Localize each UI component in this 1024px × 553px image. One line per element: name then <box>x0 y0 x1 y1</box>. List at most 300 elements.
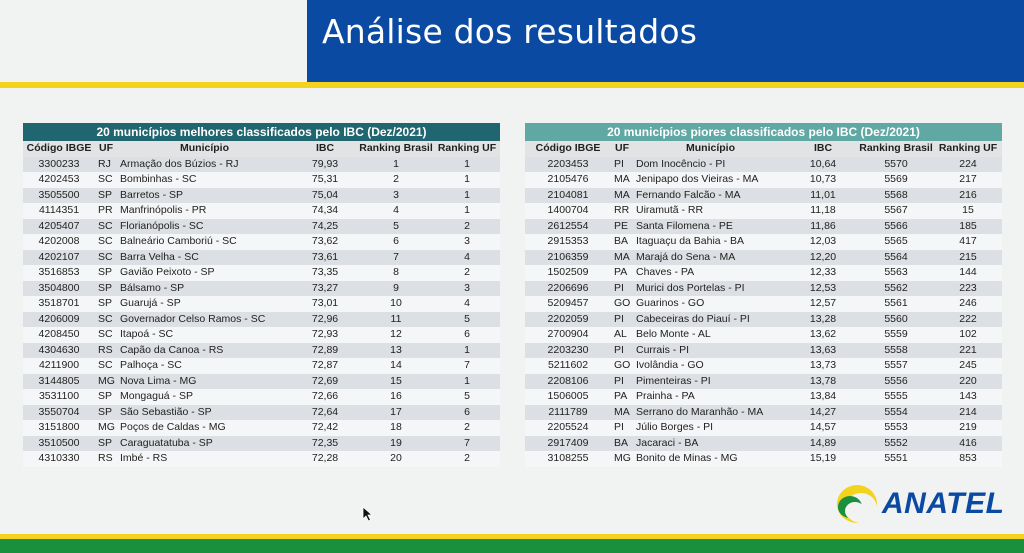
col-header-municipality: Município <box>633 141 788 157</box>
cell-municipality: Prainha - PA <box>633 389 788 405</box>
cell-ranking-uf: 1 <box>434 172 500 188</box>
cell-ranking-brasil: 5569 <box>858 172 934 188</box>
cell-uf: PR <box>95 203 117 219</box>
cell-municipality: Nova Lima - MG <box>117 374 292 390</box>
cell-ranking-brasil: 18 <box>358 420 434 436</box>
cell-ranking-uf: 6 <box>434 405 500 421</box>
table-row <box>525 157 1002 173</box>
cell-ibc: 73,01 <box>292 296 358 312</box>
cell-ranking-brasil: 5553 <box>858 420 934 436</box>
cell-ranking-brasil: 5561 <box>858 296 934 312</box>
best-table-body <box>23 157 500 467</box>
cell-municipality: Belo Monte - AL <box>633 327 788 343</box>
cell-ranking-uf: 1 <box>434 343 500 359</box>
cell-ranking-brasil: 15 <box>358 374 434 390</box>
cell-ranking-uf: 215 <box>934 250 1002 266</box>
cell-ranking-uf: 6 <box>434 327 500 343</box>
bottom-green-stripe <box>0 539 1024 553</box>
table-row <box>525 327 1002 343</box>
cell-code: 2208106 <box>525 374 611 390</box>
table-row <box>23 358 500 374</box>
cell-municipality: Armação dos Búzios - RJ <box>117 157 292 173</box>
cell-ibc: 74,25 <box>292 219 358 235</box>
cell-ranking-brasil: 5566 <box>858 219 934 235</box>
worst-municipalities-table <box>525 123 1002 467</box>
cell-ranking-brasil: 2 <box>358 172 434 188</box>
table-row <box>525 203 1002 219</box>
cell-uf: PI <box>611 343 633 359</box>
cell-ranking-brasil: 1 <box>358 157 434 173</box>
cell-ibc: 10,64 <box>788 157 858 173</box>
cell-uf: MA <box>611 250 633 266</box>
cell-code: 5209457 <box>525 296 611 312</box>
cell-ranking-uf: 2 <box>434 451 500 467</box>
cell-uf: SC <box>95 250 117 266</box>
cell-ranking-brasil: 5 <box>358 219 434 235</box>
cell-uf: PI <box>611 312 633 328</box>
cell-ranking-brasil: 20 <box>358 451 434 467</box>
cell-uf: SC <box>95 219 117 235</box>
cell-ranking-uf: 102 <box>934 327 1002 343</box>
cell-code: 3151800 <box>23 420 95 436</box>
cell-uf: PI <box>611 157 633 173</box>
table-row <box>23 436 500 452</box>
table-row <box>23 389 500 405</box>
cell-uf: RS <box>95 343 117 359</box>
cell-municipality: São Sebastião - SP <box>117 405 292 421</box>
table-row <box>23 203 500 219</box>
cell-municipality: Capão da Canoa - RS <box>117 343 292 359</box>
cell-ranking-uf: 853 <box>934 451 1002 467</box>
col-header-ranking-uf: Ranking UF <box>934 141 1002 157</box>
cell-uf: SC <box>95 327 117 343</box>
cell-ranking-uf: 222 <box>934 312 1002 328</box>
cell-ibc: 14,27 <box>788 405 858 421</box>
cell-municipality: Balneário Camboriú - SC <box>117 234 292 250</box>
cell-code: 2111789 <box>525 405 611 421</box>
cell-municipality: Currais - PI <box>633 343 788 359</box>
cell-uf: PI <box>611 281 633 297</box>
cell-ranking-uf: 3 <box>434 234 500 250</box>
cell-code: 2203453 <box>525 157 611 173</box>
cell-uf: PI <box>611 374 633 390</box>
cell-ranking-uf: 1 <box>434 188 500 204</box>
table-row <box>525 265 1002 281</box>
cell-code: 2203230 <box>525 343 611 359</box>
table-row <box>525 219 1002 235</box>
cell-municipality: Santa Filomena - PE <box>633 219 788 235</box>
table-row <box>525 343 1002 359</box>
cell-municipality: Florianópolis - SC <box>117 219 292 235</box>
cell-ranking-uf: 217 <box>934 172 1002 188</box>
cell-ranking-brasil: 5560 <box>858 312 934 328</box>
cell-code: 4304630 <box>23 343 95 359</box>
cell-ranking-brasil: 16 <box>358 389 434 405</box>
table-row <box>525 281 1002 297</box>
cell-uf: MG <box>95 374 117 390</box>
cell-uf: GO <box>611 358 633 374</box>
col-header-code: Código IBGE <box>525 141 611 157</box>
table-row <box>23 188 500 204</box>
cell-ranking-uf: 1 <box>434 203 500 219</box>
cell-uf: SC <box>95 358 117 374</box>
cell-uf: SP <box>95 436 117 452</box>
cell-uf: MA <box>611 172 633 188</box>
cell-municipality: Guarinos - GO <box>633 296 788 312</box>
cell-ranking-uf: 214 <box>934 405 1002 421</box>
cell-ibc: 13,63 <box>788 343 858 359</box>
cell-ibc: 72,89 <box>292 343 358 359</box>
cell-ranking-uf: 7 <box>434 358 500 374</box>
table-row <box>525 374 1002 390</box>
cell-ibc: 79,93 <box>292 157 358 173</box>
cell-ranking-brasil: 5557 <box>858 358 934 374</box>
cell-municipality: Fernando Falcão - MA <box>633 188 788 204</box>
cell-ibc: 72,35 <box>292 436 358 452</box>
worst-table-caption: 20 municípios piores classificados pelo IBC (Dez/2021) <box>525 123 1002 141</box>
cell-uf: SC <box>95 172 117 188</box>
cell-ibc: 13,28 <box>788 312 858 328</box>
cell-ranking-uf: 15 <box>934 203 1002 219</box>
cell-municipality: Imbé - RS <box>117 451 292 467</box>
table-row <box>525 405 1002 421</box>
cell-municipality: Caraguatatuba - SP <box>117 436 292 452</box>
cell-ranking-brasil: 5555 <box>858 389 934 405</box>
cell-uf: PA <box>611 389 633 405</box>
cell-ranking-uf: 2 <box>434 219 500 235</box>
cell-code: 3510500 <box>23 436 95 452</box>
cell-municipality: Jacaraci - BA <box>633 436 788 452</box>
cell-uf: MG <box>611 451 633 467</box>
cell-municipality: Poços de Caldas - MG <box>117 420 292 436</box>
cell-ibc: 73,35 <box>292 265 358 281</box>
cell-code: 3518701 <box>23 296 95 312</box>
col-header-uf: UF <box>95 141 117 157</box>
cell-ranking-brasil: 5563 <box>858 265 934 281</box>
cell-ranking-brasil: 14 <box>358 358 434 374</box>
table-row <box>23 172 500 188</box>
cell-ibc: 12,53 <box>788 281 858 297</box>
table-row <box>23 420 500 436</box>
cell-ranking-uf: 246 <box>934 296 1002 312</box>
cell-ranking-brasil: 12 <box>358 327 434 343</box>
cell-code: 3504800 <box>23 281 95 297</box>
cell-ranking-uf: 2 <box>434 420 500 436</box>
table-row <box>525 234 1002 250</box>
cell-municipality: Dom Inocêncio - PI <box>633 157 788 173</box>
anatel-emblem-icon <box>830 478 890 528</box>
col-header-ibc: IBC <box>292 141 358 157</box>
cell-municipality: Jenipapo dos Vieiras - MA <box>633 172 788 188</box>
cell-ranking-brasil: 5556 <box>858 374 934 390</box>
cell-ranking-brasil: 5564 <box>858 250 934 266</box>
table-row <box>23 327 500 343</box>
mouse-cursor-icon <box>362 506 374 522</box>
cell-code: 4208450 <box>23 327 95 343</box>
table-row <box>23 296 500 312</box>
cell-ibc: 72,28 <box>292 451 358 467</box>
table-header-row <box>23 141 500 157</box>
cell-municipality: Itaguaçu da Bahia - BA <box>633 234 788 250</box>
table-row <box>23 265 500 281</box>
cell-ranking-brasil: 5551 <box>858 451 934 467</box>
cell-ranking-brasil: 5559 <box>858 327 934 343</box>
cell-ranking-uf: 7 <box>434 436 500 452</box>
cell-municipality: Barretos - SP <box>117 188 292 204</box>
cell-code: 1400704 <box>525 203 611 219</box>
anatel-logo <box>830 478 1006 528</box>
cell-ranking-uf: 3 <box>434 281 500 297</box>
cell-ibc: 72,93 <box>292 327 358 343</box>
col-header-municipality: Município <box>117 141 292 157</box>
table-row <box>23 405 500 421</box>
cell-ibc: 10,73 <box>788 172 858 188</box>
cell-municipality: Murici dos Portelas - PI <box>633 281 788 297</box>
cell-ibc: 13,62 <box>788 327 858 343</box>
cell-ibc: 13,73 <box>788 358 858 374</box>
cell-code: 1506005 <box>525 389 611 405</box>
cell-municipality: Júlio Borges - PI <box>633 420 788 436</box>
cell-municipality: Bombinhas - SC <box>117 172 292 188</box>
cell-ranking-uf: 416 <box>934 436 1002 452</box>
cell-ranking-uf: 143 <box>934 389 1002 405</box>
cell-code: 2915353 <box>525 234 611 250</box>
cell-municipality: Barra Velha - SC <box>117 250 292 266</box>
cell-ibc: 72,96 <box>292 312 358 328</box>
cell-code: 2104081 <box>525 188 611 204</box>
table-row <box>525 358 1002 374</box>
table-row <box>23 234 500 250</box>
cell-ranking-brasil: 3 <box>358 188 434 204</box>
cell-ranking-brasil: 5558 <box>858 343 934 359</box>
cell-code: 4211900 <box>23 358 95 374</box>
cell-code: 2106359 <box>525 250 611 266</box>
table-row <box>525 436 1002 452</box>
cell-ranking-brasil: 10 <box>358 296 434 312</box>
table-row <box>525 312 1002 328</box>
cell-ibc: 72,69 <box>292 374 358 390</box>
cell-ranking-uf: 144 <box>934 265 1002 281</box>
cell-municipality: Chaves - PA <box>633 265 788 281</box>
cell-ranking-uf: 5 <box>434 389 500 405</box>
cell-code: 4310330 <box>23 451 95 467</box>
cell-ibc: 14,57 <box>788 420 858 436</box>
cell-ranking-brasil: 13 <box>358 343 434 359</box>
cell-ibc: 12,33 <box>788 265 858 281</box>
table-row <box>525 389 1002 405</box>
cell-municipality: Marajá do Sena - MA <box>633 250 788 266</box>
cell-ibc: 12,20 <box>788 250 858 266</box>
best-table-caption: 20 municípios melhores classificados pelo IBC (Dez/2021) <box>23 123 500 141</box>
cell-ranking-brasil: 19 <box>358 436 434 452</box>
col-header-uf: UF <box>611 141 633 157</box>
cell-uf: MA <box>611 405 633 421</box>
table-row <box>23 451 500 467</box>
cell-ibc: 72,64 <box>292 405 358 421</box>
cell-ibc: 13,78 <box>788 374 858 390</box>
cell-code: 3550704 <box>23 405 95 421</box>
cell-ibc: 11,01 <box>788 188 858 204</box>
col-header-ranking-uf: Ranking UF <box>434 141 500 157</box>
cell-code: 4205407 <box>23 219 95 235</box>
cell-ibc: 11,86 <box>788 219 858 235</box>
cell-ranking-brasil: 5568 <box>858 188 934 204</box>
cell-ibc: 14,89 <box>788 436 858 452</box>
cell-municipality: Guarujá - SP <box>117 296 292 312</box>
cell-code: 4206009 <box>23 312 95 328</box>
title-bar <box>307 0 1024 82</box>
cell-uf: BA <box>611 436 633 452</box>
table-row <box>525 188 1002 204</box>
cell-uf: SC <box>95 312 117 328</box>
cell-uf: GO <box>611 296 633 312</box>
table-row <box>23 374 500 390</box>
cell-municipality: Ivolândia - GO <box>633 358 788 374</box>
best-municipalities-table <box>23 123 500 467</box>
cell-ibc: 12,03 <box>788 234 858 250</box>
cell-uf: SP <box>95 389 117 405</box>
cell-ibc: 13,84 <box>788 389 858 405</box>
cell-ibc: 12,57 <box>788 296 858 312</box>
worst-table-body <box>525 157 1002 467</box>
cell-code: 4202453 <box>23 172 95 188</box>
cell-uf: SP <box>95 296 117 312</box>
cell-municipality: Pimenteiras - PI <box>633 374 788 390</box>
yellow-stripe <box>0 82 1024 88</box>
col-header-code: Código IBGE <box>23 141 95 157</box>
cell-municipality: Serrano do Maranhão - MA <box>633 405 788 421</box>
cell-ibc: 73,61 <box>292 250 358 266</box>
cell-ranking-uf: 216 <box>934 188 1002 204</box>
cell-ranking-uf: 1 <box>434 374 500 390</box>
cell-municipality: Bonito de Minas - MG <box>633 451 788 467</box>
cell-ibc: 11,18 <box>788 203 858 219</box>
cell-ranking-brasil: 5562 <box>858 281 934 297</box>
cell-uf: AL <box>611 327 633 343</box>
cell-ibc: 72,66 <box>292 389 358 405</box>
cell-uf: RS <box>95 451 117 467</box>
cell-code: 2206696 <box>525 281 611 297</box>
table-row <box>23 281 500 297</box>
cell-code: 5211602 <box>525 358 611 374</box>
cell-uf: RR <box>611 203 633 219</box>
cell-uf: MA <box>611 188 633 204</box>
cell-ranking-uf: 224 <box>934 157 1002 173</box>
cell-code: 2105476 <box>525 172 611 188</box>
cell-ranking-brasil: 6 <box>358 234 434 250</box>
cell-ibc: 73,27 <box>292 281 358 297</box>
col-header-ranking-brasil: Ranking Brasil <box>858 141 934 157</box>
cell-uf: SP <box>95 188 117 204</box>
cell-ranking-uf: 4 <box>434 250 500 266</box>
cell-ibc: 73,62 <box>292 234 358 250</box>
cell-ranking-brasil: 8 <box>358 265 434 281</box>
col-header-ranking-brasil: Ranking Brasil <box>358 141 434 157</box>
cell-code: 4202008 <box>23 234 95 250</box>
cell-ranking-brasil: 5554 <box>858 405 934 421</box>
cell-uf: SP <box>95 405 117 421</box>
cell-ranking-brasil: 4 <box>358 203 434 219</box>
cell-municipality: Gavião Peixoto - SP <box>117 265 292 281</box>
cell-ibc: 75,04 <box>292 188 358 204</box>
cell-ranking-uf: 2 <box>434 265 500 281</box>
cell-municipality: Mongaguá - SP <box>117 389 292 405</box>
cell-ranking-uf: 417 <box>934 234 1002 250</box>
cell-ranking-brasil: 5565 <box>858 234 934 250</box>
cell-code: 2202059 <box>525 312 611 328</box>
cell-code: 4114351 <box>23 203 95 219</box>
cell-ranking-brasil: 5570 <box>858 157 934 173</box>
cell-code: 4202107 <box>23 250 95 266</box>
cell-code: 3516853 <box>23 265 95 281</box>
cell-uf: SP <box>95 281 117 297</box>
cell-code: 2700904 <box>525 327 611 343</box>
cell-municipality: Cabeceiras do Piauí - PI <box>633 312 788 328</box>
cell-ibc: 72,87 <box>292 358 358 374</box>
cell-ranking-brasil: 17 <box>358 405 434 421</box>
cell-ranking-uf: 5 <box>434 312 500 328</box>
table-row <box>23 157 500 173</box>
cell-uf: MG <box>95 420 117 436</box>
cell-ibc: 15,19 <box>788 451 858 467</box>
table-row <box>525 172 1002 188</box>
cell-ranking-brasil: 7 <box>358 250 434 266</box>
cell-code: 1502509 <box>525 265 611 281</box>
cell-uf: BA <box>611 234 633 250</box>
cell-municipality: Uiramutã - RR <box>633 203 788 219</box>
table-row <box>525 451 1002 467</box>
slide-title: Análise dos resultados <box>322 12 698 51</box>
cell-ranking-uf: 1 <box>434 157 500 173</box>
cell-ibc: 75,31 <box>292 172 358 188</box>
cell-uf: PE <box>611 219 633 235</box>
cell-uf: SC <box>95 234 117 250</box>
cell-ranking-brasil: 11 <box>358 312 434 328</box>
cell-municipality: Manfrinópolis - PR <box>117 203 292 219</box>
cell-ranking-uf: 245 <box>934 358 1002 374</box>
table-row <box>23 343 500 359</box>
cell-uf: SP <box>95 265 117 281</box>
cell-ranking-uf: 221 <box>934 343 1002 359</box>
cell-ibc: 74,34 <box>292 203 358 219</box>
table-row <box>525 296 1002 312</box>
cell-code: 3144805 <box>23 374 95 390</box>
cell-code: 3505500 <box>23 188 95 204</box>
cell-ranking-uf: 219 <box>934 420 1002 436</box>
table-row <box>525 250 1002 266</box>
table-row <box>23 250 500 266</box>
cell-ibc: 72,42 <box>292 420 358 436</box>
table-row <box>525 420 1002 436</box>
table-header-row <box>525 141 1002 157</box>
cell-uf: PA <box>611 265 633 281</box>
cell-code: 3531100 <box>23 389 95 405</box>
cell-ranking-brasil: 5552 <box>858 436 934 452</box>
anatel-logo-text: ANATEL <box>882 487 1005 520</box>
table-row <box>23 219 500 235</box>
table-row <box>23 312 500 328</box>
cell-code: 2205524 <box>525 420 611 436</box>
cell-code: 3300233 <box>23 157 95 173</box>
cell-code: 3108255 <box>525 451 611 467</box>
cell-code: 2917409 <box>525 436 611 452</box>
cell-municipality: Palhoça - SC <box>117 358 292 374</box>
cell-uf: PI <box>611 420 633 436</box>
col-header-ibc: IBC <box>788 141 858 157</box>
cell-municipality: Governador Celso Ramos - SC <box>117 312 292 328</box>
cell-ranking-brasil: 5567 <box>858 203 934 219</box>
cell-code: 2612554 <box>525 219 611 235</box>
